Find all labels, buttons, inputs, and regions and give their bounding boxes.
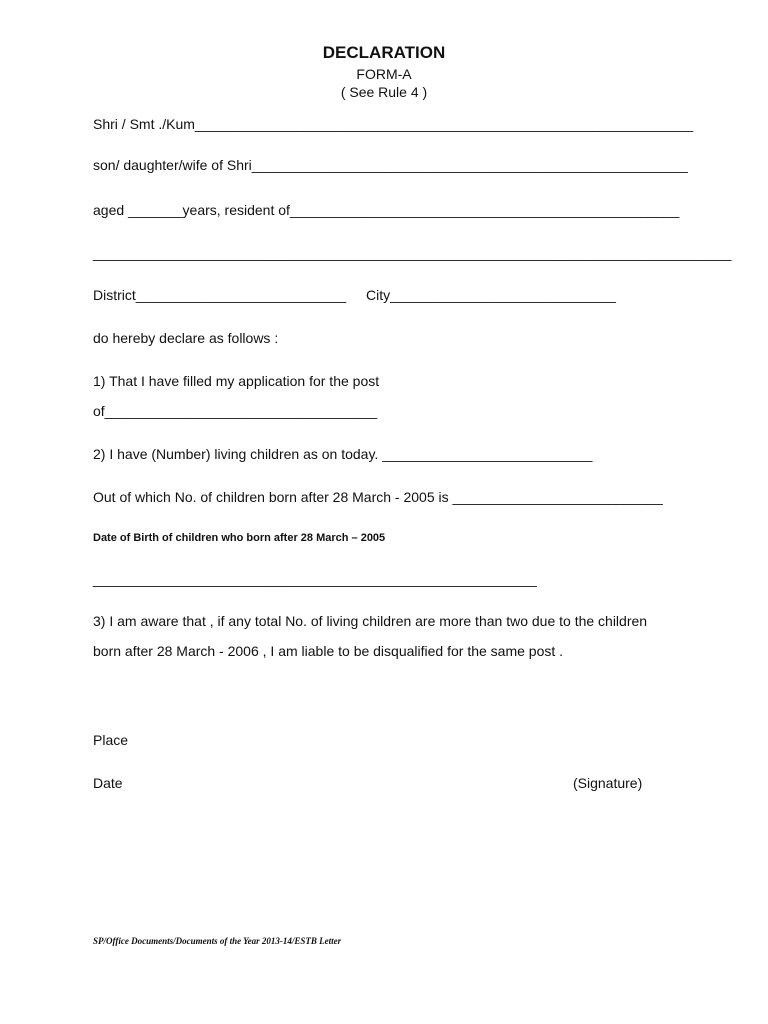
item-2-children-after-text: Out of which No. of children born after 28 March - 2005 is ___________________________: [93, 489, 663, 505]
name-field-line: Shri / Smt ./Kum________________________________________________________________: [93, 116, 694, 132]
item-1-post-line: of___________________________________: [93, 403, 378, 419]
relation-field-line: son/ daughter/wife of Shri________________________________________________________: [93, 157, 688, 173]
page-title: DECLARATION: [322, 43, 446, 62]
address-blank-line: __________________________________________________________________________________: [93, 245, 732, 261]
place-label: Place: [93, 732, 129, 748]
age-residence-field-line: aged _______years, resident of__________________________________________________: [93, 202, 680, 218]
dob-blank-line: _________________________________________________________: [93, 571, 537, 587]
form-label: FORM-A: [356, 66, 412, 82]
declaration-intro: do hereby declare as follows :: [93, 330, 279, 346]
date-label: Date: [93, 775, 123, 791]
rule-reference: ( See Rule 4 ): [340, 84, 428, 100]
item-2-text: 2) I have (Number) living children as on today. ___________________________: [93, 446, 593, 462]
city-field: City_____________________________: [366, 287, 616, 303]
item-1-text: 1) That I have filled my application for the post: [93, 373, 380, 389]
district-field: District___________________________: [93, 287, 346, 303]
footer-file-path: SP/Office Documents/Documents of the Year 2013-14/ESTB Letter: [93, 936, 342, 946]
item-3-text-line-2: born after 28 March - 2006 , I am liable to be disqualified for the same post .: [93, 643, 564, 659]
signature-label: (Signature): [573, 775, 643, 791]
item-3-text-line-1: 3) I am aware that , if any total No. of living children are more than two due to the children: [93, 613, 648, 629]
dob-heading: Date of Birth of children who born after 28 March – 2005: [93, 532, 386, 544]
